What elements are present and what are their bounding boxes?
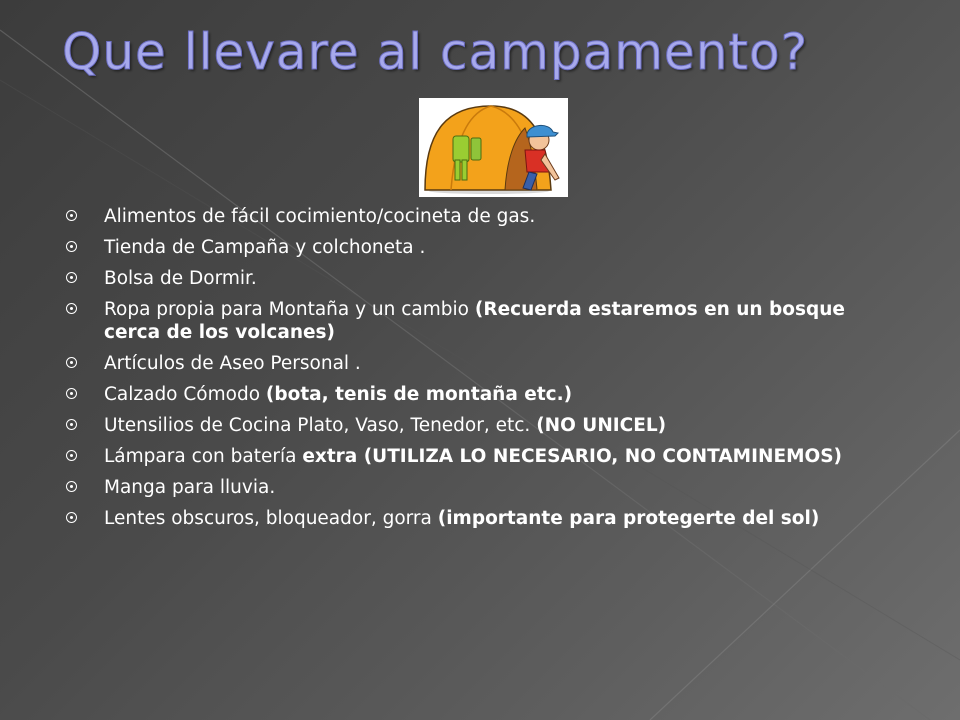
circle-dot-bullet-icon [66,272,77,283]
item-note: (NO UNICEL) [536,415,667,436]
circle-dot-bullet-icon [66,241,77,252]
item-text: Alimentos de fácil cocimiento/cocineta de gas. [104,206,536,227]
list-item [66,267,896,290]
item-text: Lámpara con batería [104,446,303,467]
list-item [66,352,896,375]
circle-dot-bullet-icon [66,450,77,461]
item-text: Utensilios de Cocina Plato, Vaso, Tenedor, etc. [104,415,537,436]
circle-dot-bullet-icon [66,303,77,314]
circle-dot-bullet-icon [66,388,77,399]
item-note: (importante para protegerte del sol) [437,508,820,529]
item-note: (bota, tenis de montaña etc.) [265,384,573,405]
list-item [66,205,896,228]
circle-dot-bullet-icon [66,481,77,492]
list-item [66,445,896,468]
item-text: Lentes obscuros, bloqueador, gorra [104,508,438,529]
list-item [66,298,896,344]
checklist [66,205,896,538]
circle-dot-bullet-icon [66,357,77,368]
item-text: Manga para lluvia. [104,477,276,498]
circle-dot-bullet-icon [66,419,77,430]
slide-title: Que llevare al campamento? [62,23,809,81]
item-text: Artículos de Aseo Personal . [104,353,361,374]
list-item [66,414,896,437]
list-item [66,383,896,406]
item-note: extra (UTILIZA LO NECESARIO, NO CONTAMINEMOS) [302,446,842,467]
list-item [66,507,896,530]
camping-tent-illustration-icon [419,98,568,197]
item-text: Ropa propia para Montaña y un cambio [104,299,475,320]
item-text: Calzado Cómodo [104,384,266,405]
list-item [66,476,896,499]
circle-dot-bullet-icon [66,512,77,523]
list-item [66,236,896,259]
item-text: Tienda de Campaña y colchoneta . [104,237,426,258]
item-text: Bolsa de Dormir. [104,268,257,289]
item-note: (Recuerda estaremos en un bosque cerca de los volcanes) [104,299,845,343]
circle-dot-bullet-icon [66,210,77,221]
